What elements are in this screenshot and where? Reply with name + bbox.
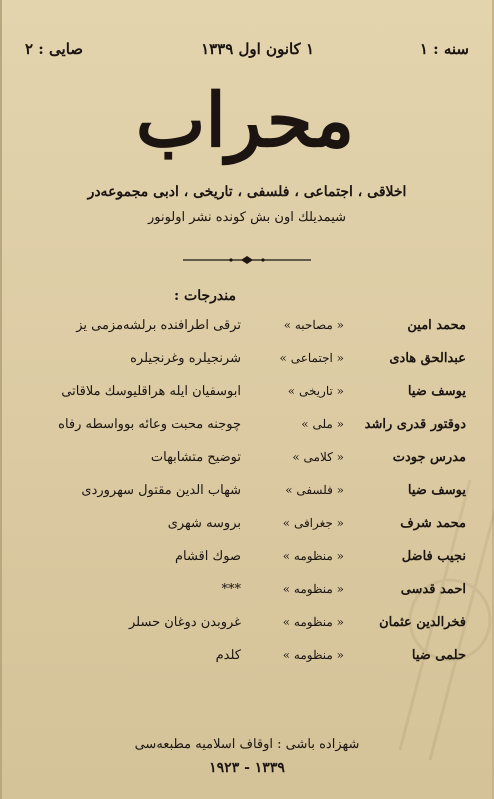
article-category: « مصاحبه » — [283, 318, 344, 332]
article-author: عبدالحق هادى — [389, 351, 466, 366]
article-author: احمد قدسى — [400, 582, 466, 597]
issue-number: صايى : ٢ — [25, 40, 84, 58]
publication-frequency: شيمديلك اون بش كونده نشر اولونور — [147, 210, 347, 225]
article-author: حلمى ضيا — [411, 648, 466, 663]
masthead-logo — [60, 58, 430, 183]
list-item — [38, 318, 466, 351]
ornamental-divider — [183, 256, 311, 264]
article-title: غروبدن دوغان حسلر — [129, 615, 241, 630]
article-category: « جغرافى » — [282, 516, 344, 530]
masthead-title: محراب — [135, 77, 355, 164]
article-author: فخرالدين عثمان — [379, 615, 466, 630]
article-author: محمد امين — [407, 318, 466, 333]
article-category: « اجتماعى » — [279, 351, 344, 365]
printer-line: شهزاده باشى : اوقاف اسلاميه مطبعه‌سى — [134, 737, 360, 752]
article-title: ابوسفيان ايله هراقليوسك ملاقاتى — [61, 384, 241, 399]
contents-heading: مندرجات : — [174, 288, 236, 304]
article-author: دوقتور قدرى راشد — [364, 417, 466, 432]
article-category: « منظومه » — [282, 549, 344, 563]
article-title: شرنجيلره وغرنجيلره — [130, 351, 241, 366]
article-category: « كلامى » — [292, 450, 344, 464]
list-item — [38, 351, 466, 384]
journal-subtitle: اخلاقى ، اجتماعى ، فلسفى ، تاريخى ، ادبى مجموعه‌در — [87, 184, 407, 200]
article-category: « منظومه » — [282, 582, 344, 596]
article-category: « تاريخى » — [287, 384, 344, 398]
article-category: « منظومه » — [282, 615, 344, 629]
publication-years: ١٣٣٩ - ١٩٢٣ — [209, 760, 285, 776]
volume-label: سنه : ١ — [419, 40, 469, 58]
list-item — [38, 384, 466, 417]
article-title: كلدم — [215, 648, 241, 663]
issue-date: ١ كانون اول ١٣٣٩ — [201, 40, 314, 58]
article-author: يوسف ضيا — [407, 483, 466, 498]
article-title: توضيح متشابهات — [150, 450, 241, 465]
article-author: محمد شرف — [400, 516, 466, 531]
article-title: ترقى اطرافنده برلشه‌مزمى يز — [76, 318, 241, 333]
article-title: بروسه شهرى — [167, 516, 241, 531]
article-category: « ملى » — [301, 417, 344, 431]
article-title: *** — [221, 582, 241, 597]
library-watermark — [380, 470, 494, 770]
article-category: « منظومه » — [282, 648, 344, 662]
article-title: شهاب الدين مقتول سهروردى — [81, 483, 241, 498]
article-title: صوك اقشام — [174, 549, 241, 564]
article-author: نجيب فاضل — [401, 549, 466, 564]
article-title: چوجنه محبت وعائه بوواسطه رفاه — [58, 417, 241, 432]
article-author: يوسف ضيا — [407, 384, 466, 399]
article-category: « فلسفى » — [285, 483, 344, 497]
list-item — [38, 417, 466, 450]
article-author: مدرس جودت — [392, 450, 466, 465]
